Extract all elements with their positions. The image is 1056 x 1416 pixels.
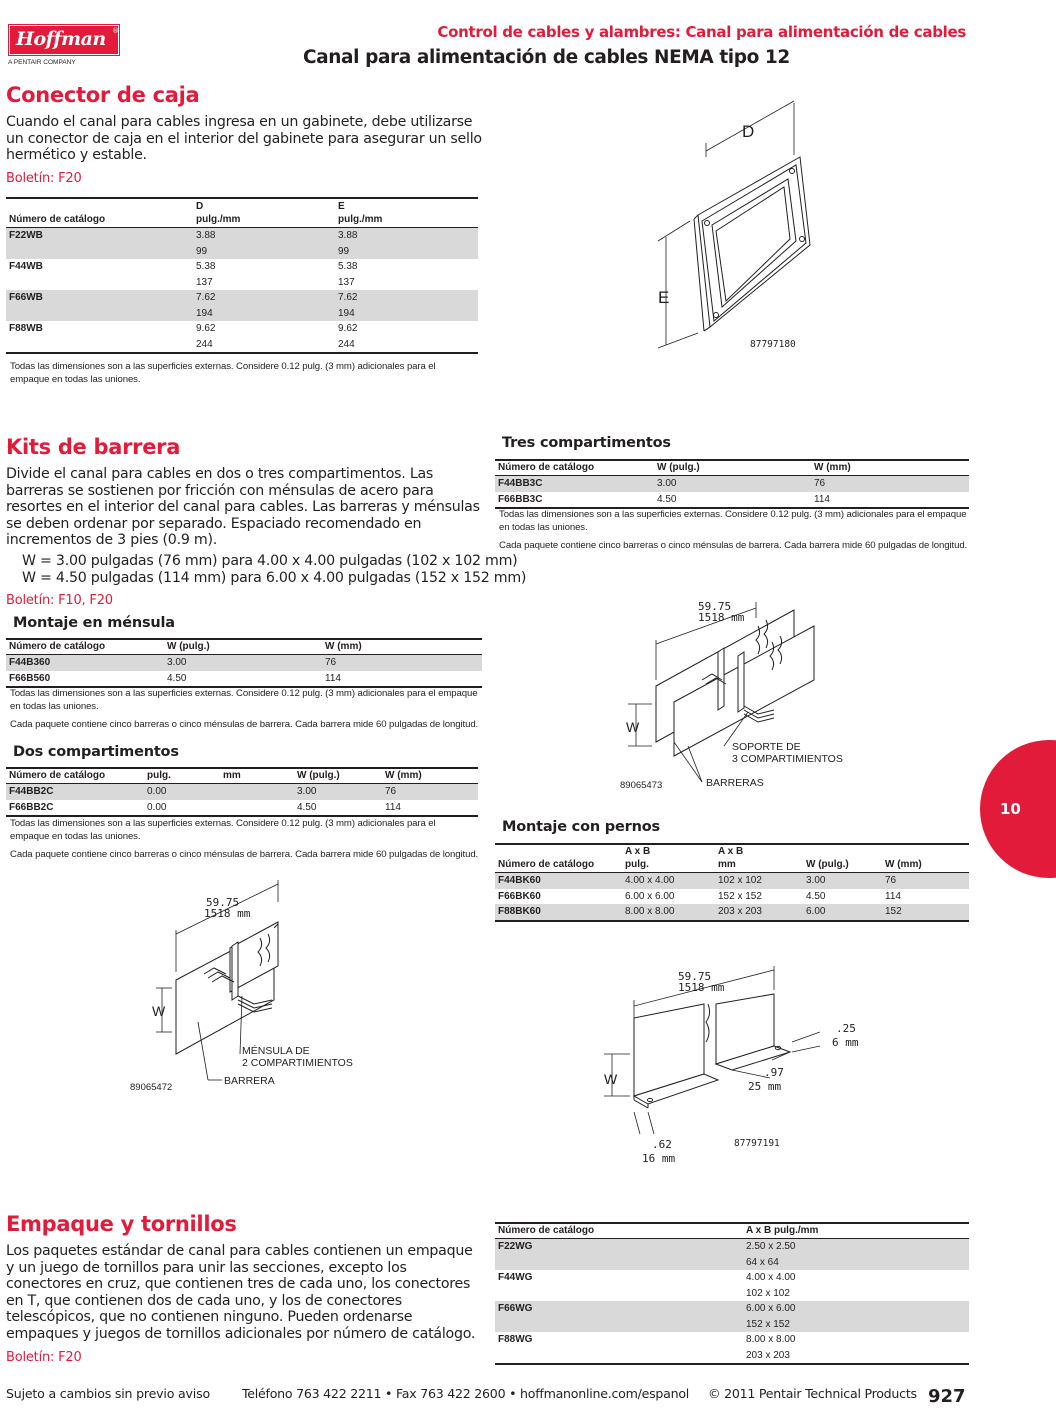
cell-w-in: 6.00 [803,904,882,921]
section-title-kits: Kits de barrera [6,435,181,459]
cell-catalog: F66BB2C [9,801,54,813]
cell-e: 3.88 [335,228,478,244]
cell-catalog: F66BK60 [498,890,541,902]
table-row [495,873,969,889]
col-header-catalog-sub: Número de catálogo [9,214,106,225]
dim-hole-in: .25 [836,1022,856,1035]
col-header-catalog: Número de catálogo [495,460,654,476]
callout-support-2: 3 COMPARTIMIENTOS [732,753,843,765]
cell-axb: 102 x 102 [746,1287,790,1299]
cell-catalog: F88BK60 [495,904,622,921]
cell-w-in: 3.00 [803,873,882,889]
cell-catalog [6,244,193,260]
cell-w-mm: 114 [385,801,401,813]
conector-bulletin: Boletín: F20 [6,171,82,186]
dos-comp-table [6,767,478,817]
pernos-table [495,843,969,922]
dim-length-mm: 1518 mm [204,907,251,920]
table-row [6,228,478,244]
col-header-axb: A x B [625,846,651,857]
dim-label-d: D [742,122,755,141]
logo-registered: ® [112,27,119,35]
callout-bracket-1: MÉNSULA DE [242,1045,310,1057]
dos-comp-note-1: Todas las dimensiones son a las superficies externas. Considere 0.12 pulg. (3 mm) adicionales para el empaque en todas las uniones. [10,818,436,842]
cell-e: 99 [335,244,478,260]
footer-disclaimer: Sujeto a cambios sin previo aviso [6,1386,210,1401]
cell-catalog: F44B360 [6,655,164,671]
kits-bulletin: Boletín: F10, F20 [6,593,113,608]
mensula-table [6,638,482,688]
part-number: 87797180 [750,339,796,350]
cell-in: 4.00 x 4.00 [622,873,715,889]
cell-w-mm: 76 [811,476,969,492]
col-header-in: pulg. [144,768,220,784]
section-title-conector: Conector de caja [6,83,200,107]
dim-edge-in: .62 [652,1138,672,1151]
chapter-tab-number: 10 [1000,800,1021,818]
col-header-w-in: W (pulg.) [654,460,811,476]
col-header-d: D [196,201,204,212]
cell-e: 9.62 [338,323,358,334]
mensula-note-2: Cada paquete contiene cinco barreras o cinco ménsulas de barrera. Cada barrera mide 60 pulgadas de longitud. [10,719,479,730]
kits-w-line-1: W = 3.00 pulgadas (76 mm) para 4.00 x 4.00 pulgadas (102 x 102 mm) [22,553,518,569]
cell-w-in: 4.50 [167,672,187,684]
cell-in: 6.00 x 6.00 [625,890,675,902]
table-row [495,1332,969,1348]
part-number: 87797191 [734,1138,780,1149]
cell-w-mm: 76 [382,784,478,800]
cell-catalog: F44WB [9,261,43,272]
cell-catalog [6,306,193,322]
page-number: 927 [928,1386,966,1407]
dos-comp-note-2: Cada paquete contiene cinco barreras o cinco ménsulas de barrera. Cada barrera mide 60 pulgadas de longitud. [10,849,479,860]
cell-in: 0.00 [147,801,167,813]
footer-contact: Teléfono 763 422 2211 • Fax 763 422 2600 • hoffmanonline.com/espanol [242,1386,690,1401]
kits-description: Divide el canal para cables en dos o tres compartimentos. Las barreras se sostienen por fricción con ménsulas de acero para resortes en el interior del canal para cables. Las barreras y ménsulas se deben ordenar por separado. Espaciado recomendado en incrementos de 3 pies (0.9 m). [6,466,480,549]
cell-w-in: 4.50 [297,801,317,813]
barrier-plate [176,922,278,1054]
subsection-title-pernos: Montaje con pernos [502,819,660,835]
section-title-empaque: Empaque y tornillos [6,1212,237,1236]
cell-w-in: 3.00 [654,476,811,492]
col-header-w-mm: W (mm) [322,639,482,655]
part-number: 89065472 [130,1082,173,1093]
table-row [495,1348,969,1365]
cell-catalog: F44BB3C [495,476,654,492]
kits-w-line-2: W = 4.50 pulgadas (114 mm) para 6.00 x 4.00 pulgadas (152 x 152 mm) [22,570,527,586]
empaque-table [495,1222,969,1365]
cell-e: 7.62 [335,290,478,306]
subsection-title-tres: Tres compartimentos [502,435,671,451]
cell-catalog: F66B560 [9,672,51,684]
table-row [6,275,478,291]
table-row [495,1301,969,1317]
table-row [6,337,478,354]
part-number: 89065473 [620,780,663,791]
dimension-hole [792,1022,859,1052]
cell-w-in: 4.50 [657,493,677,505]
col-header-catalog: Número de catálogo [6,768,144,784]
tres-comp-note-1: Todas las dimensiones son a las superficies externas. Considere 0.12 pulg. (3 mm) adicionales para el empaque en todas las uniones. [499,509,967,533]
callout-barrier: BARRERA [224,1075,275,1087]
cell-e: 194 [335,306,478,322]
subsection-title-dos: Dos compartimentos [13,744,179,760]
table-row [6,290,478,306]
table-row [6,655,482,671]
conector-note: Todas las dimensiones son a las superficies externas. Considere 0.12 pulg. (3 mm) adicionales para el empaque en todas las uniones. [10,361,436,385]
col-header-mm: mm [220,768,294,784]
cell-e: 5.38 [338,261,358,272]
table-row [6,244,478,260]
tres-comp-table [495,459,969,509]
cell-d: 7.62 [193,290,335,306]
table-row [495,492,969,509]
cell-d: 9.62 [196,323,216,334]
cell-mm: 203 x 203 [715,904,803,921]
dimension-e [658,221,698,348]
table-row [495,1317,969,1333]
col-header-axb: A x B pulg./mm [743,1223,969,1239]
cell-axb: 4.00 x 4.00 [746,1272,796,1283]
cell-mm: 152 x 152 [718,890,762,902]
bolt-mount-drawing [596,960,886,1170]
dimension-w [626,704,652,746]
table-row [6,259,478,275]
cell-axb: 2.50 x 2.50 [743,1239,969,1255]
empaque-bulletin: Boletín: F20 [6,1350,82,1365]
cell-catalog: F66WG [495,1301,743,1317]
cell-w-mm: 114 [885,890,901,902]
table-row [6,784,478,800]
table-row [6,321,478,337]
cell-catalog: F44BK60 [495,873,622,889]
empaque-description: Los paquetes estándar de canal para cables contienen un empaque y un juego de tornillos para unir las secciones, excepto los conectores en cruz, que contienen tres de cada uno, los conectores en T, que contienen dos de cada uno, y los de conectores telescópicos, que no contienen ninguno. Pueden ordenarse empaques y juegos de tornillos adicionales por número de catálogo. [6,1243,476,1342]
dim-length-in: 59.75 [678,970,712,983]
col-header-in: pulg. [625,859,649,870]
box-connector-drawing [650,95,840,355]
subsection-title-mensula: Montaje en ménsula [13,615,175,631]
dim-w: W [604,1071,618,1087]
cell-catalog: F22WG [495,1239,743,1255]
footer-copyright: © 2011 Pentair Technical Products [708,1386,917,1401]
table-row [6,306,478,322]
table-row [495,1255,969,1271]
conector-description: Cuando el canal para cables ingresa en un gabinete, debe utilizarse un conector de caja en el interior del gabinete para asegurar un sello hermético y estable. [6,114,482,164]
header-category: Control de cables y alambres: Canal para alimentación de cables [437,23,966,41]
table-row [495,1239,969,1255]
col-header-w-mm: W (mm) [811,460,969,476]
hoffman-logo [8,24,120,68]
col-header-catalog: Número de catálogo [495,1223,743,1239]
dim-w: W [626,719,640,735]
dim-hole-mm: 6 mm [832,1036,859,1049]
callout-support-1: SOPORTE DE [732,741,801,753]
cell-in: 8.00 x 8.00 [622,904,715,921]
cell-axb: 203 x 203 [746,1349,790,1361]
cell-w-in: 3.00 [164,655,322,671]
col-header-w-in: W (pulg.) [164,639,322,655]
logo-wordmark: Hoffman [16,28,106,50]
cell-catalog: F88WG [498,1334,533,1345]
cell-d: 5.38 [196,261,216,272]
tres-comp-note-2: Cada paquete contiene cinco barreras o cinco ménsulas de barrera. Cada barrera mide 60 pulgadas de longitud. [499,540,968,551]
cell-w-mm: 114 [325,672,341,684]
table-row [495,1270,969,1286]
barrier-left [634,1004,718,1108]
col-header-w-in: W (pulg.) [294,768,382,784]
cell-w-mm: 76 [882,873,969,889]
three-compartment-bracket-drawing [618,596,858,796]
barrier-plates [656,610,814,756]
callout-bracket-2: 2 COMPARTIMIENTOS [242,1057,353,1069]
cell-mm [220,784,294,800]
cell-catalog [495,1255,743,1271]
table-row [495,476,969,492]
dim-label-e: E [658,288,670,307]
cell-e: 244 [338,338,355,350]
dim-w: W [152,1003,166,1019]
conector-table [6,197,478,354]
cell-w-mm: 114 [814,493,830,505]
col-header-d-sub: pulg./mm [196,214,241,225]
dimension-edge [634,1112,675,1165]
cell-e: 137 [338,276,355,288]
cell-catalog [6,337,193,354]
dimension-w [604,1054,630,1096]
dim-length-in: 59.75 [206,896,240,909]
cell-catalog: F88WB [9,323,43,334]
cell-catalog [6,275,193,291]
cell-catalog: F66WB [6,290,193,306]
cell-catalog: F44BB2C [6,784,144,800]
dim-length-in: 59.75 [698,600,732,613]
dim-length-mm: 1518 mm [698,611,745,624]
col-header-mm: mm [718,859,736,870]
table-row [495,889,969,905]
col-header-w-mm: W (mm) [885,859,922,870]
table-row [495,904,969,921]
cell-axb: 6.00 x 6.00 [743,1301,969,1317]
flange-frame [694,157,810,331]
dim-flange-in: .97 [764,1066,784,1079]
dim-length-mm: 1518 mm [678,981,725,994]
col-header-e-sub: pulg./mm [338,214,383,225]
two-compartment-bracket-drawing [128,872,388,1096]
cell-w-mm: 152 [882,904,969,921]
cell-catalog: F44WG [498,1272,533,1283]
col-header-e: E [338,201,345,212]
cell-mm: 102 x 102 [715,873,803,889]
col-header-w-mm: W (mm) [382,768,478,784]
cell-catalog [495,1348,743,1365]
col-header-catalog: Número de catálogo [6,639,164,655]
cell-axb: 8.00 x 8.00 [746,1334,796,1345]
barrier-right [706,994,790,1070]
logo-tagline: A PENTAIR COMPANY [8,59,76,66]
col-header-catalog: Número de catálogo [498,859,595,870]
dim-edge-mm: 16 mm [642,1152,676,1165]
cell-catalog [495,1286,743,1302]
cell-d: 3.88 [193,228,335,244]
col-header-w-in: W (pulg.) [806,859,849,870]
cell-axb: 64 x 64 [743,1255,969,1271]
dimension-w [152,988,172,1032]
cell-axb: 152 x 152 [743,1317,969,1333]
cell-w-mm: 76 [322,655,482,671]
cell-d: 194 [193,306,335,322]
dim-flange-mm: 25 mm [748,1080,782,1093]
dimension-d [706,101,794,157]
callout-barriers: BARRERAS [706,777,764,789]
cell-d: 99 [193,244,335,260]
cell-mm [220,800,294,817]
cell-catalog: F66BB3C [498,493,543,505]
col-header-axb: A x B [718,846,744,857]
table-row [6,800,478,817]
cell-d: 137 [196,276,213,288]
cell-in: 0.00 [144,784,220,800]
mensula-note-1: Todas las dimensiones son a las superficies externas. Considere 0.12 pulg. (3 mm) adicionales para el empaque en todas las uniones. [10,688,478,712]
cell-catalog: F22WB [6,228,193,244]
table-row [6,671,482,688]
page-title: Canal para alimentación de cables NEMA tipo 12 [303,47,790,68]
cell-catalog [495,1317,743,1333]
cell-w-in: 4.50 [806,890,826,902]
cell-d: 244 [196,338,213,350]
cell-w-in: 3.00 [294,784,382,800]
table-row [495,1286,969,1302]
